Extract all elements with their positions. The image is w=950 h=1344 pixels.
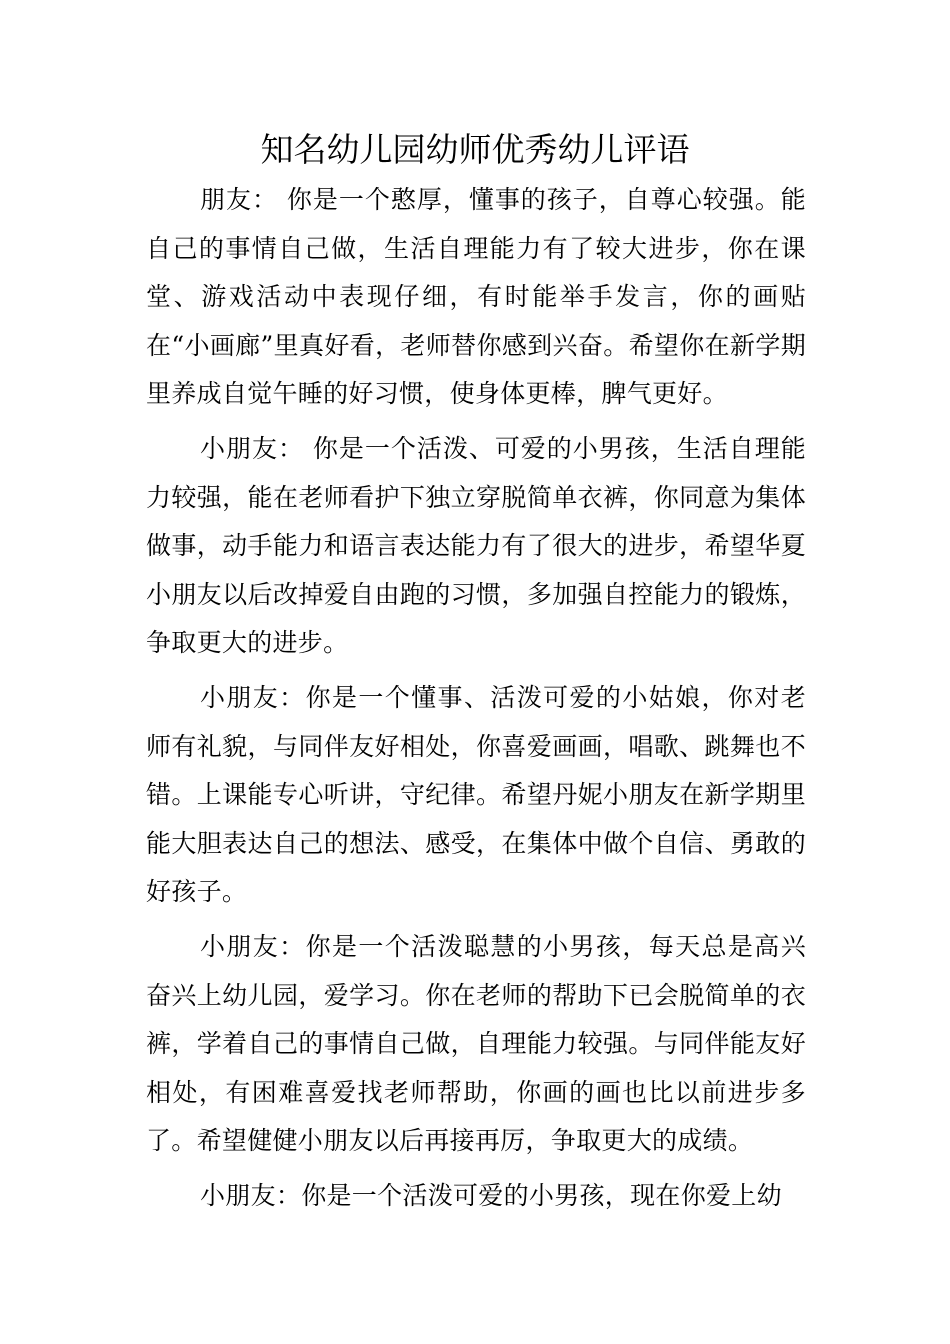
paragraph-1: 朋友： 你是一个憨厚，懂事的孩子，自尊心较强。能自己的事情自己做，生活自理能力有了较大进步，你在课堂、游戏活动中表现仔细，有时能举手发言，你的画贴在“小画廊”里真好看，老师替你感到兴奋。希望你在新学期里养成自觉午睡的好习惯，使身体更棒，脾气更好。 xyxy=(146,185,806,409)
paragraph-4: 小朋友：你是一个活泼聪慧的小男孩，每天总是高兴奋兴上幼儿园，爱学习。你在老师的帮助下已会脱简单的衣裤，学着自己的事情自己做，自理能力较强。与同伴能友好相处，有困难喜爱找老师帮助，你画的画也比以前进步多了。希望健健小朋友以后再接再厉，争取更大的成绩。 xyxy=(146,931,806,1156)
paragraph-2: 小朋友： 你是一个活泼、可爱的小男孩，生活自理能力较强，能在老师看护下独立穿脱简单衣裤，你同意为集体做事，动手能力和语言表达能力有了很大的进步，希望华夏小朋友以后改掉爱自由跑的习惯，多加强自控能力的锻炼，争取更大的进步。 xyxy=(146,433,806,658)
paragraph-3: 小朋友：你是一个懂事、活泼可爱的小姑娘，你对老师有礼貌，与同伴友好相处，你喜爱画画，唱歌、跳舞也不错。上课能专心听讲，守纪律。希望丹妮小朋友在新学期里能大胆表达自己的想法、感受，在集体中做个自信、勇敢的好孩子。 xyxy=(146,682,806,907)
paragraph-5: 小朋友：你是一个活泼可爱的小男孩，现在你爱上幼 xyxy=(200,1180,782,1210)
document-title: 知名幼儿园幼师优秀幼儿评语 xyxy=(260,130,690,169)
document-body xyxy=(146,176,806,1226)
